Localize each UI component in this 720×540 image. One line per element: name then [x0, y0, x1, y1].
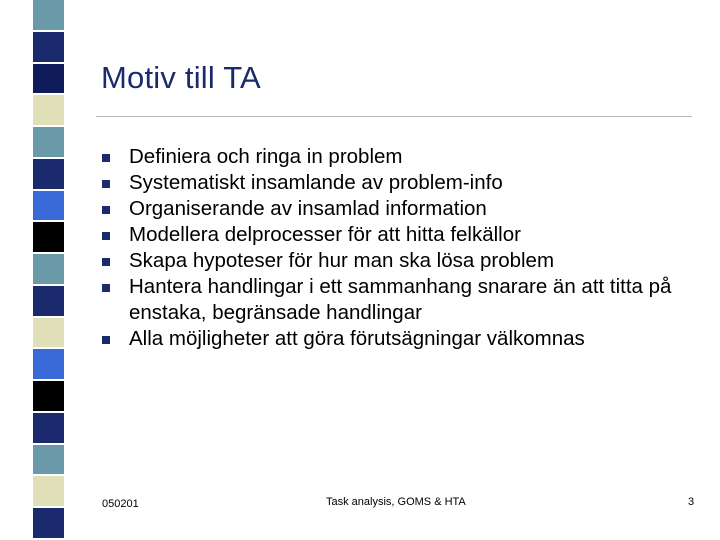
- stripe-block: [33, 127, 64, 157]
- bullet-square-icon: [102, 180, 110, 188]
- decorative-stripe: [0, 0, 64, 540]
- bullet-item: [100, 326, 700, 352]
- stripe-block: [33, 413, 64, 443]
- bullet-square-icon: [102, 154, 110, 162]
- stripe-block: [33, 286, 64, 316]
- bullet-item: [100, 222, 700, 248]
- bullet-list: [100, 144, 700, 352]
- stripe-block: [33, 381, 64, 411]
- bullet-square-icon: [102, 206, 110, 214]
- stripe-block: [33, 318, 64, 348]
- stripe-block: [33, 0, 64, 30]
- bullet-square-icon: [102, 232, 110, 240]
- bullet-item: [100, 274, 700, 326]
- title-divider: [96, 116, 692, 117]
- bullet-text: Skapa hypoteser för hur man ska lösa problem: [129, 249, 555, 272]
- stripe-block: [33, 64, 64, 94]
- stripe-block: [33, 159, 64, 189]
- bullet-text: Hantera handlingar i ett sammanhang snarare än att titta på enstaka, begränsade handlingar: [129, 275, 672, 324]
- stripe-block: [33, 32, 64, 62]
- bullet-item: [100, 196, 700, 222]
- bullet-square-icon: [102, 258, 110, 266]
- bullet-text: Organiserande av insamlad information: [129, 197, 487, 220]
- stripe-block: [33, 476, 64, 506]
- stripe-block: [33, 254, 64, 284]
- stripe-block: [33, 445, 64, 475]
- footer-date: 050201: [102, 498, 139, 510]
- bullet-text: Definiera och ringa in problem: [129, 145, 403, 168]
- bullet-text: Alla möjligheter att göra förutsägningar välkomnas: [129, 327, 585, 350]
- stripe-block: [33, 508, 64, 538]
- bullet-square-icon: [102, 284, 110, 292]
- bullet-text: Modellera delprocesser för att hitta felkällor: [129, 223, 521, 246]
- bullet-item: [100, 170, 700, 196]
- footer-title: Task analysis, GOMS & HTA: [326, 496, 466, 508]
- bullet-item: [100, 144, 700, 170]
- stripe-block: [33, 222, 64, 252]
- slide-title: Motiv till TA: [101, 60, 261, 95]
- bullet-item: [100, 248, 700, 274]
- stripe-block: [33, 349, 64, 379]
- bullet-square-icon: [102, 336, 110, 344]
- stripe-block: [33, 95, 64, 125]
- bullet-text: Systematiskt insamlande av problem-info: [129, 171, 503, 194]
- stripe-block: [33, 191, 64, 221]
- page-number: 3: [688, 496, 695, 508]
